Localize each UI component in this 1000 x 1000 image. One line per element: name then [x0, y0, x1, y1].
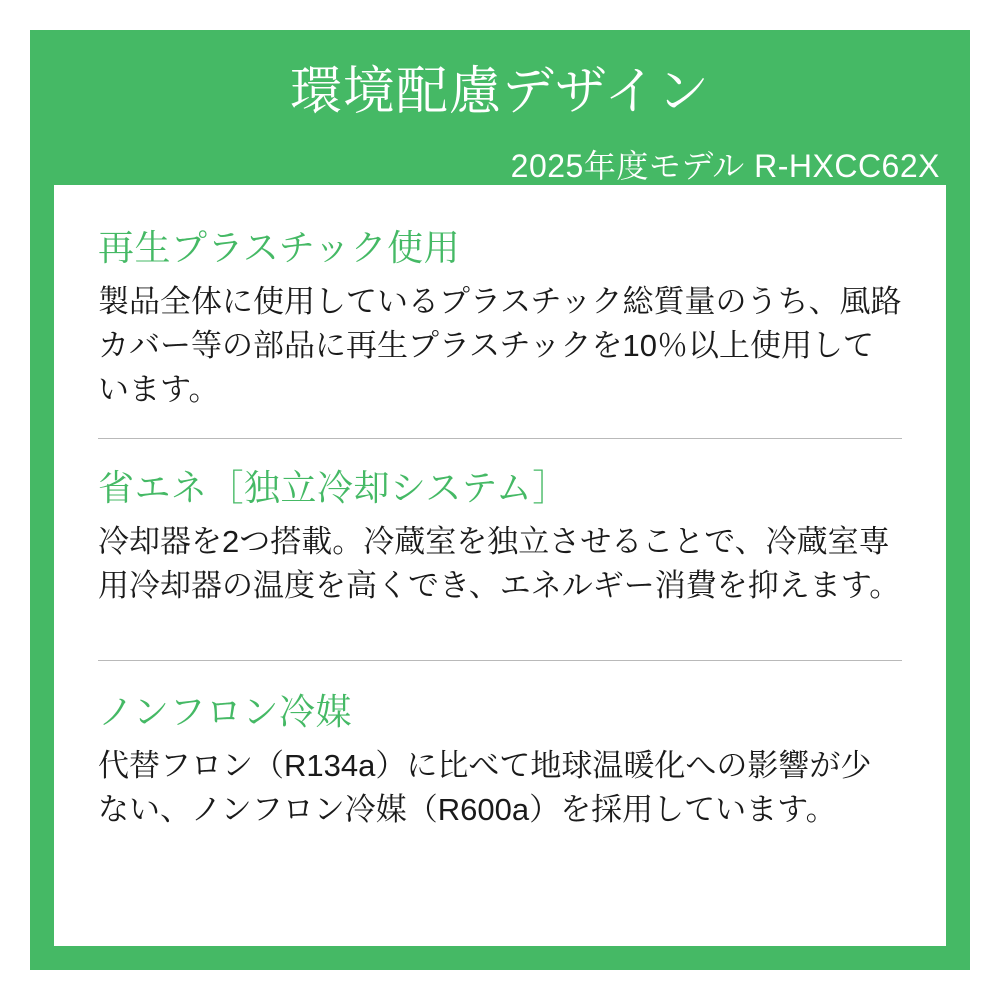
section-body: 冷却器を2つ搭載。冷蔵室を独立させることで、冷蔵室専用冷却器の温度を高くでき、エネルギー消費を抑えます。 [98, 524, 901, 604]
section-recycled-plastic [98, 225, 902, 412]
section-non-fluorocarbon-refrigerant [98, 689, 902, 832]
eco-design-panel [30, 30, 970, 970]
page-title: 環境配慮デザイン [289, 63, 711, 121]
section-title: ノンフロン冷媒 [98, 691, 353, 733]
panel-content [54, 185, 946, 946]
model-label: 2025年度モデル R-HXCC62X [510, 148, 940, 184]
panel-header [30, 30, 970, 185]
section-body: 製品全体に使用しているプラスチック総質量のうち、風路カバー等の部品に再生プラスチックを10％以上使用しています。 [98, 284, 902, 408]
divider [98, 438, 902, 439]
divider [98, 660, 902, 661]
section-title: 省エネ［独立冷却システム］ [98, 467, 569, 509]
section-title: 再生プラスチック使用 [98, 227, 461, 268]
section-body: 代替フロン（R134a）に比べて地球温暖化への影響が少ない、ノンフロン冷媒（R600a）を採用しています。 [98, 748, 872, 828]
section-energy-saving [98, 465, 902, 608]
